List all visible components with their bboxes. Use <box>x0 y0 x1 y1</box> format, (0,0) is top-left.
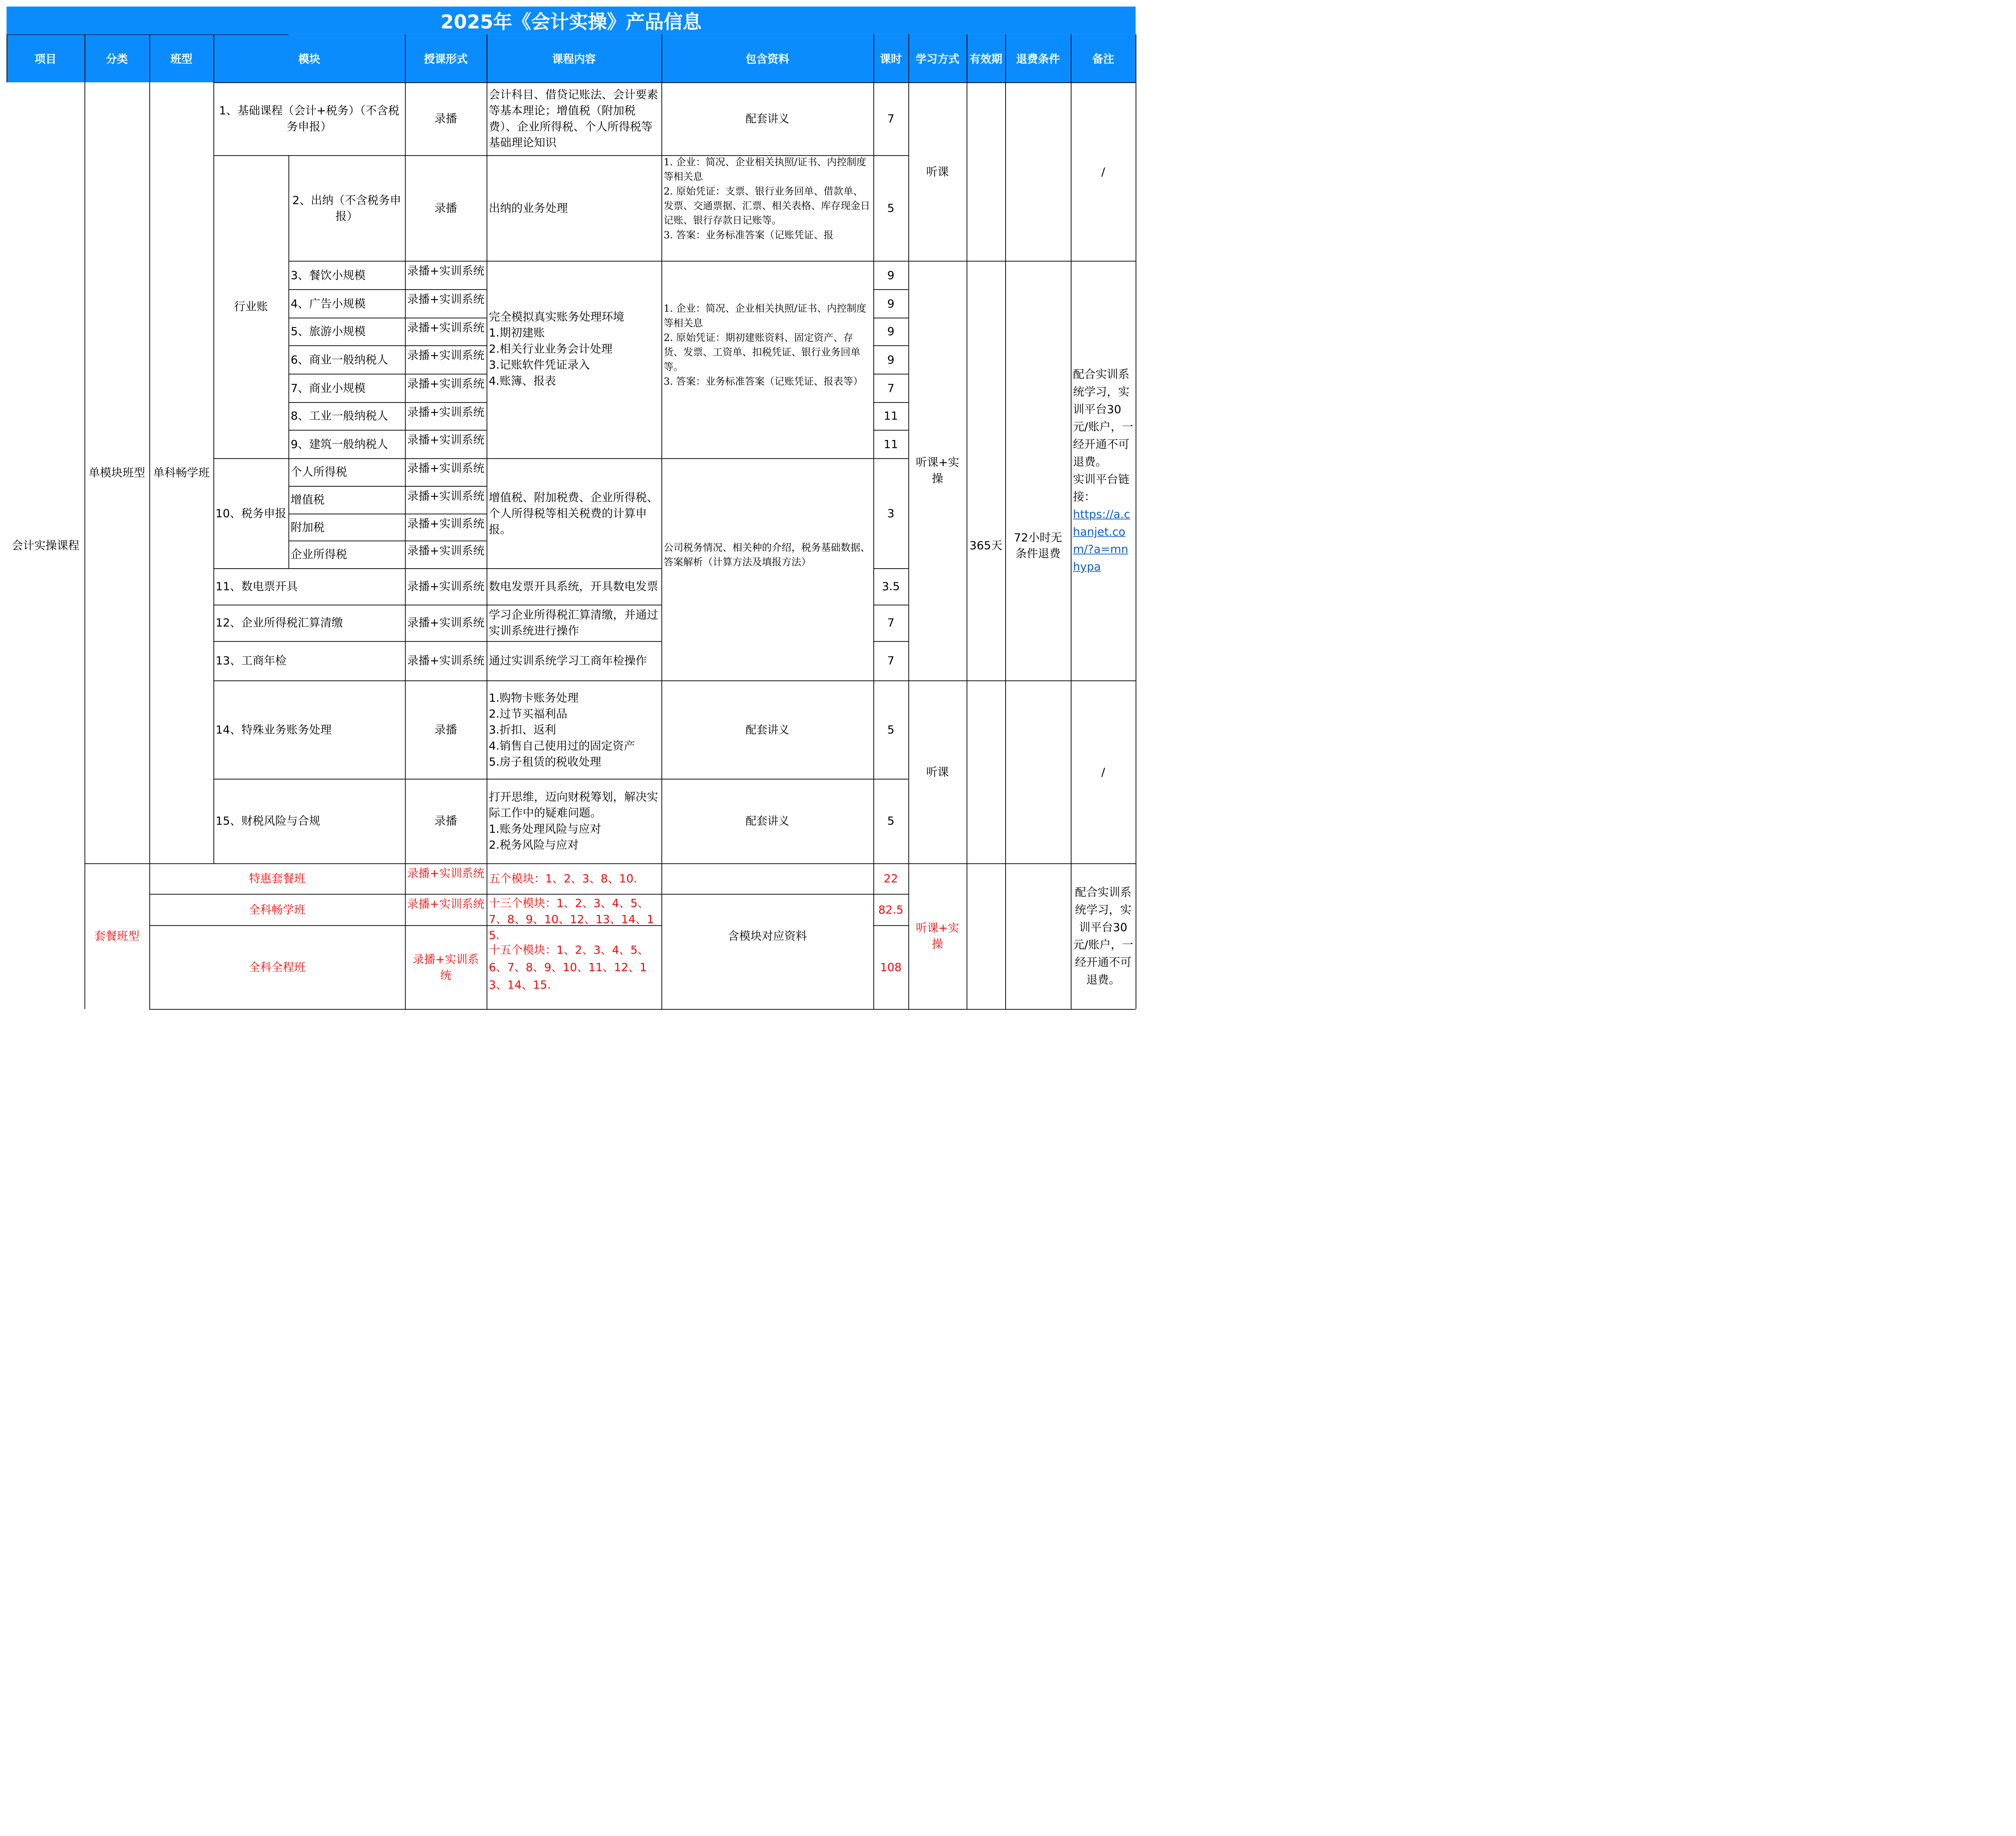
hours-cell: 7 <box>887 112 895 125</box>
materials-cell: 配套讲义 <box>746 112 789 125</box>
notes-slash-cell: / <box>1101 165 1105 178</box>
hours-cell: 7 <box>887 381 895 395</box>
header-refund: 退费条件 <box>1016 52 1060 65</box>
module-cell: 15、财税风险与合规 <box>215 814 321 828</box>
module-cell: 12、企业所得税汇算清缴 <box>215 616 343 629</box>
header-category: 分类 <box>106 52 128 65</box>
project-cell: 会计实操课程 <box>11 539 79 552</box>
hours-cell: 3.5 <box>882 580 900 593</box>
notes-slash-cell: / <box>1101 765 1105 779</box>
refund-cell: 72小时无条件退费 <box>1014 531 1062 561</box>
package-study-mode-cell: 听课+实操 <box>916 921 959 951</box>
module-cell: 3、餐饮小规模 <box>290 268 366 282</box>
industry-content-cell: 完全模拟真实账务处理环境 1.期初建账 2.相关行业业务会计处理 3.记账软件凭证录入 4.账簿、报表 <box>489 310 625 388</box>
format-cell: 录播 <box>434 112 457 125</box>
format-cell: 录播+实训系统 <box>407 321 485 335</box>
content-cell: 通过实训系统学习工商年检操作 <box>489 654 647 667</box>
header-notes: 备注 <box>1092 52 1114 65</box>
tax-module-cell: 附加税 <box>290 520 325 534</box>
tax-materials-cell: 公司税务情况、相关种的介绍，税务基础数据、答案解析（计算方法及填报方法） <box>663 542 870 568</box>
format-cell: 录播+实训系统 <box>407 349 485 362</box>
hours-cell: 9 <box>887 325 895 338</box>
header-hours: 课时 <box>880 52 902 65</box>
module-cell: 13、工商年检 <box>215 654 287 667</box>
content-cell: 会计科目、借贷记账法、会计要素等基本理论；增值税（附加税费）、企业所得税、个人所得税等基础理论知识 <box>489 88 658 150</box>
hours-cell: 5 <box>887 201 895 215</box>
package-hours-cell: 82.5 <box>878 903 904 916</box>
package-materials-cell: 含模块对应资料 <box>728 929 807 943</box>
category-package-cell: 套餐班型 <box>94 929 140 943</box>
package-content-cell: 五个模块：1、2、3、8、10. <box>489 872 637 886</box>
module-cell: 11、数电票开具 <box>215 580 298 593</box>
package-content-cell: 十五个模块：1、2、3、4、5、6、7、8、9、10、11、12、13、14、15. <box>489 943 649 991</box>
header-project: 项目 <box>34 52 57 65</box>
format-cell: 录播+实训系统 <box>407 544 485 558</box>
content-cell: 数电发票开具系统，开具数电发票 <box>489 580 658 593</box>
tax-module-cell: 增值税 <box>290 493 325 506</box>
module-cell: 5、旅游小规模 <box>290 325 366 338</box>
module-cell: 4、广告小规模 <box>290 297 366 310</box>
module-cell: 8、工业一般纳税人 <box>290 409 388 423</box>
module-cell: 14、特殊业务账务处理 <box>215 723 332 736</box>
module-cell: 9、建筑一般纳税人 <box>290 437 388 451</box>
header-validity: 有效期 <box>969 52 1002 65</box>
header-class-type: 班型 <box>170 52 192 65</box>
title-bar <box>6 6 1135 34</box>
content-cell: 打开思维，迈向财税筹划，解决实际工作中的疑难问题。 1.账务处理风险与应对 2.税务风险与应对 <box>489 790 658 852</box>
package-hours-cell: 22 <box>883 872 898 886</box>
industry-group-cell: 行业账 <box>234 300 268 313</box>
hours-cell: 9 <box>887 297 895 310</box>
format-cell: 录播+实训系统 <box>407 517 485 531</box>
format-cell: 录播+实训系统 <box>407 293 485 306</box>
format-cell: 录播+实训系统 <box>407 490 485 503</box>
hours-cell: 11 <box>883 409 898 423</box>
page-title: 2025年《会计实操》产品信息 <box>440 11 702 33</box>
tax-module-cell: 企业所得税 <box>290 548 347 561</box>
module-cell: 6、商业一般纳税人 <box>290 353 388 366</box>
hours-cell: 9 <box>887 268 895 282</box>
package-format-cell: 录播+实训系统 <box>407 897 485 911</box>
class-type-cell: 单科畅学班 <box>153 466 210 479</box>
header-materials: 包含资料 <box>746 52 789 65</box>
hours-cell: 5 <box>887 723 895 736</box>
module-cell: 7、商业小规模 <box>290 381 366 395</box>
hours-cell: 11 <box>883 437 898 451</box>
format-cell: 录播+实训系统 <box>407 406 485 419</box>
module-cell: 1、基础课程（会计+税务）（不含税务申报） <box>219 104 400 133</box>
format-cell: 录播+实训系统 <box>407 462 485 475</box>
content-cell: 1.购物卡账务处理 2.过节买福利品 3.折扣、返利 4.销售自己使用过的固定资产 5.房子租赁的税收处理 <box>489 691 635 769</box>
content-cell: 学习企业所得税汇算清缴，并通过实训系统进行操作 <box>489 608 658 638</box>
category-single-cell: 单模块班型 <box>88 466 145 479</box>
format-cell: 录播+实训系统 <box>407 264 485 278</box>
format-cell: 录播+实训系统 <box>407 377 485 391</box>
format-cell: 录播+实训系统 <box>407 616 485 629</box>
hours-cell: 5 <box>887 814 895 828</box>
package-format-cell: 录播+实训系统 <box>407 867 485 880</box>
module-cell: 2、出纳（不含税务申报） <box>292 193 401 223</box>
notes-practice-cell <box>1071 261 1136 681</box>
content-cell: 出纳的业务处理 <box>489 201 568 215</box>
study-mode-practice-cell: 听课+实操 <box>916 456 959 486</box>
tax-content-cell: 增值税、附加税费、企业所得税、个人所得税等相关税费的计算申报。 <box>489 490 658 536</box>
materials-cell: 配套讲义 <box>746 814 789 828</box>
notes-practice-text: 配合实训系统学习，实训平台30元/账户，一经开通不可退费。 实训平台链接： <box>1073 368 1133 504</box>
format-cell: 录播+实训系统 <box>407 654 485 667</box>
tax-group-cell: 10、税务申报 <box>215 506 287 520</box>
package-name-cell: 全科全程班 <box>249 961 306 974</box>
hours-cell: 9 <box>887 353 895 366</box>
format-cell: 录播 <box>434 201 457 215</box>
materials-cell: 1. 企业：简况、企业相关执照/证书、内控制度等相关息 2. 原始凭证：支票、银行业务回单、借款单、发票、交通票据、汇票、相关表格、库存现金日记账、银行存款日记账等。 3. 答案：业务标准答案（记账凭证、报 <box>663 156 870 241</box>
package-hours-cell: 108 <box>880 961 902 974</box>
package-name-cell: 特惠套餐班 <box>249 872 306 886</box>
training-platform-link[interactable]: https://a.chanjet.com/?a=mnhypa <box>1073 508 1130 573</box>
hours-cell: 7 <box>887 654 895 667</box>
format-cell: 录播+实训系统 <box>407 433 485 447</box>
header-content: 课程内容 <box>552 52 596 65</box>
format-cell: 录播+实训系统 <box>407 580 485 593</box>
hours-cell: 7 <box>887 616 895 629</box>
package-name-cell: 全科畅学班 <box>249 903 306 916</box>
study-mode-listen-cell: 听课 <box>926 165 949 178</box>
format-cell: 录播 <box>434 814 457 828</box>
study-mode-listen2-cell: 听课 <box>926 765 949 779</box>
package-content-cell: 十三个模块：1、2、3、4、5、7、8、9、10、12、13、14、15. <box>489 896 654 942</box>
materials-cell: 配套讲义 <box>746 723 789 736</box>
validity-cell: 365天 <box>969 539 1002 552</box>
header-format: 授课形式 <box>424 52 468 65</box>
industry-materials-cell: 1. 企业：简况、企业相关执照/证书、内控制度等相关息 2. 原始凭证：期初建账资料、固定资产、存货、发票、工资单、扣税凭证、银行业务回单等。 3. 答案：业务标准答案（记账凭证、报表等） <box>663 302 866 388</box>
hours-cell: 3 <box>887 506 895 520</box>
header-module: 模块 <box>298 52 321 65</box>
header-study-mode: 学习方式 <box>915 52 960 65</box>
tax-module-cell: 个人所得税 <box>290 465 347 479</box>
format-cell: 录播 <box>434 723 457 736</box>
package-notes-cell: 配合实训系统学习，实训平台30元/账户，一经开通不可退费。 <box>1073 886 1133 987</box>
package-format-cell: 录播+实训系统 <box>412 952 479 982</box>
